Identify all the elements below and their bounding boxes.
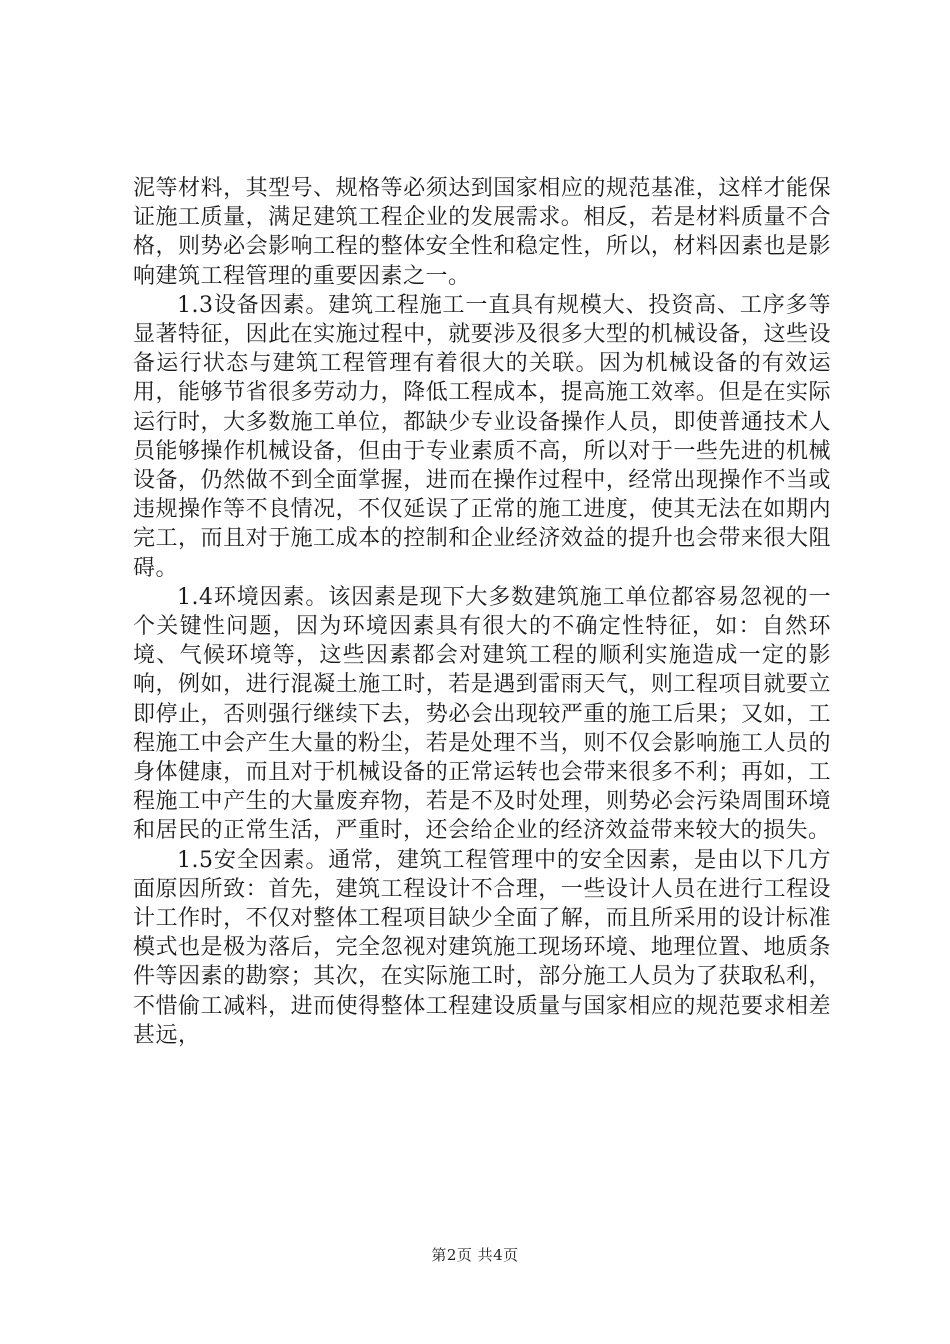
page-number-footer: 第2页 共4页 [431, 1246, 519, 1264]
paragraph-environment-factors: 1.4环境因素。该因素是现下大多数建筑施工单位都容易忽视的一个关键性问题，因为环境因素具有很大的不确定性特征，如：自然环境、气候环境等，这些因素都会对建筑工程的顺利实施造成一定的影响，例如，进行混凝土施工时，若是遇到雷雨天气，则工程项目就要立即停止，否则强行继续下去，势必会出现较严重的施工后果；又如，工程施工中会产生大量的粉尘，若是处理不当，则不仅会影响施工人员的身体健康，而且对于机械设备的正常运转也会带来很多不利；再如，工程施工中产生的大量废弃物，若是不及时处理，则势必会污染周围环境和居民的正常生活，严重时，还会给企业的经济效益带来较大的损失。 [133, 584, 831, 844]
paragraph-safety-factors: 1.5安全因素。通常，建筑工程管理中的安全因素，是由以下几方面原因所致：首先，建筑工程设计不合理，一些设计人员在进行工程设计工作时，不仅对整体工程项目缺少全面了解，而且所采用的设计标准模式也是极为落后，完全忽视对建筑施工现场环境、地理位置、地质条件等因素的勘察；其次，在实际施工时，部分施工人员为了获取私利，不惜偷工减料，进而使得整体工程建设质量与国家相应的规范要求相差甚远， [133, 847, 831, 1048]
paragraph-equipment-factors: 1.3设备因素。建筑工程施工一直具有规模大、投资高、工序多等显著特征，因此在实施过程中，就要涉及很多大型的机械设备，这些设备运行状态与建筑工程管理有着很大的关联。因为机械设备的有效运用，能够节省很多劳动力，降低工程成本，提高施工效率。但是在实际运行时，大多数施工单位，都缺少专业设备操作人员，即使普通技术人员能够操作机械设备，但由于专业素质不高，所以对于一些先进的机械设备，仍然做不到全面掌握，进而在操作过程中，经常出现操作不当或违规操作等不良情况，不仅延误了正常的施工进度，使其无法在如期内完工，而且对于施工成本的控制和企业经济效益的提升也会带来很大阻碍。 [133, 292, 831, 581]
document-body [133, 174, 831, 1050]
paragraph-materials-continued: 泥等材料，其型号、规格等必须达到国家相应的规范基准，这样才能保证施工质量，满足建筑工程企业的发展需求。相反，若是材料质量不合格，则势必会影响工程的整体安全性和稳定性，所以，材料因素也是影响建筑工程管理的重要因素之一。 [133, 176, 831, 289]
